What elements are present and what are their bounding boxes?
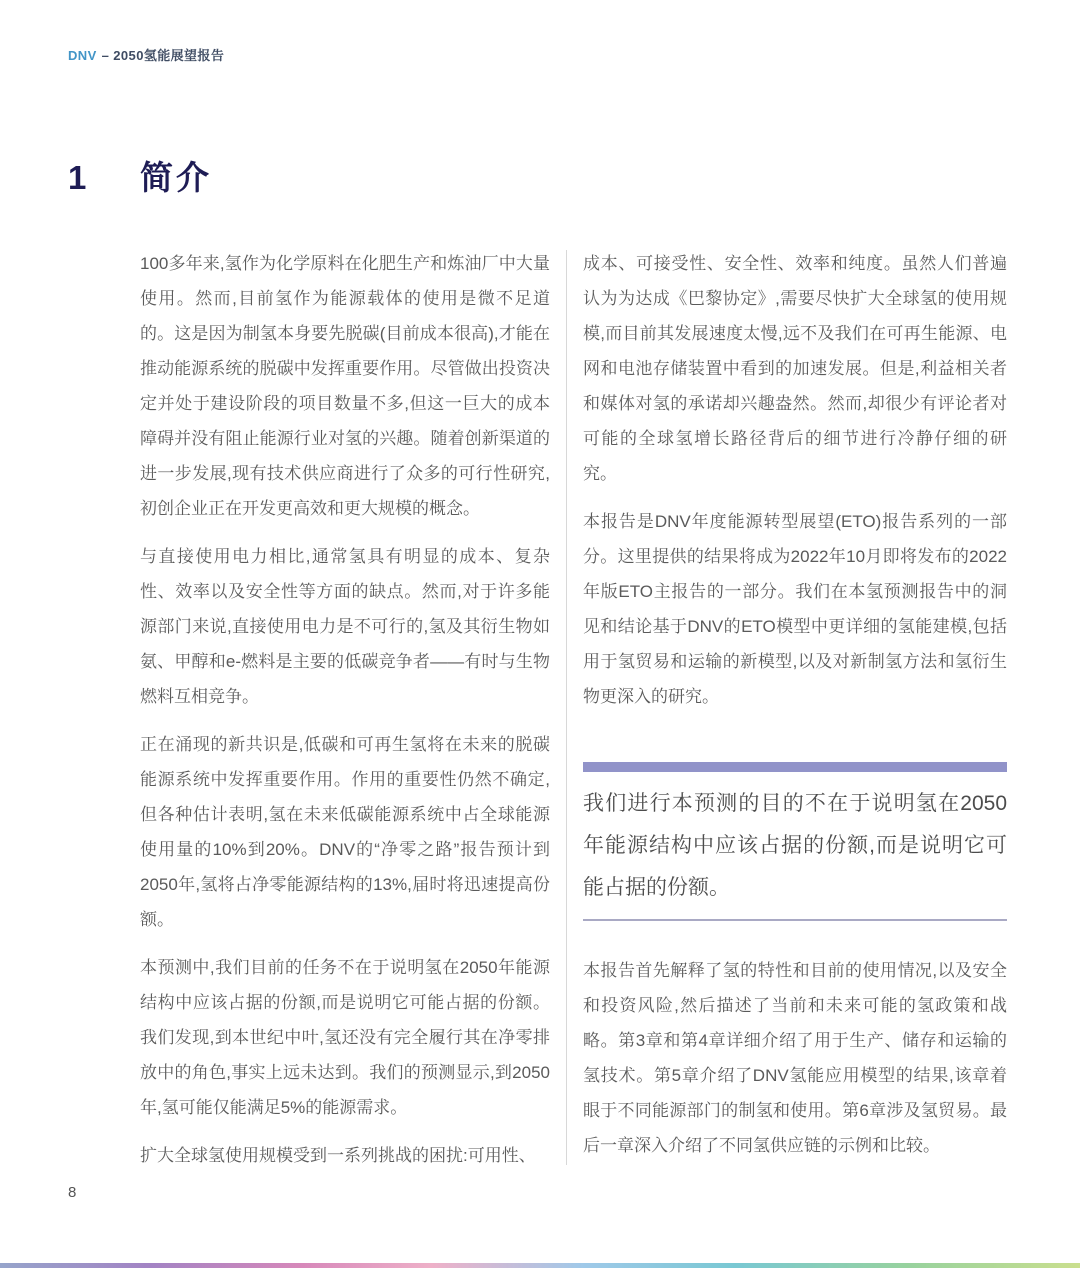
body-paragraph: 本报告首先解释了氢的特性和目前的使用情况,以及安全和投资风险,然后描述了当前和未来可能的氢政策和战略。第3章和第4章详细介绍了用于生产、储存和运输的氢技术。第5章介绍了DNV氢能应用模型的结果,该章着眼于不同能源部门的制氢和使用。第6章涉及氢贸易。最后一章深入介绍了不同氢供应链的示例和比较。 <box>583 961 1007 1155</box>
body-paragraph: 100多年来,氢作为化学原料在化肥生产和炼油厂中大量使用。然而,目前氢作为能源载体的使用是微不足道的。这是因为制氢本身要先脱碳(目前成本很高),才能在推动能源系统的脱碳中发挥重要作用。尽管做出投资决定并处于建设阶段的项目数量不多,但这一巨大的成本障碍并没有阻止能源行业对氢的兴趣。随着创新渠道的进一步发展,现有技术供应商进行了众多的可行性研究,初创企业正在开发更高效和更大规模的概念。 <box>140 254 550 518</box>
report-header <box>68 45 224 64</box>
chapter-title: 简介 <box>140 159 212 196</box>
body-paragraph: 与直接使用电力相比,通常氢具有明显的成本、复杂性、效率以及安全性等方面的缺点。然而,对于许多能源部门来说,直接使用电力是不可行的,氢及其衍生物如氨、甲醇和e-燃料是主要的低碳竞争者——有时与生物燃料互相竞争。 <box>140 547 550 706</box>
page-number: 8 <box>68 1184 77 1201</box>
quote-text: 我们进行本预测的目的不在于说明氢在2050年能源结构中应该占据的份额,而是说明它可能占据的份额。 <box>583 792 1007 899</box>
body-paragraph: 正在涌现的新共识是,低碳和可再生氢将在未来的脱碳能源系统中发挥重要作用。作用的重要性仍然不确定,但各种估计表明,氢在未来低碳能源系统中占全球能源使用量的10%到20%。DNV的“净零之路”报告预计到2050年,氢将占净零能源结构的13%,届时将迅速提高份额。 <box>140 735 550 929</box>
body-paragraph: 扩大全球氢使用规模受到一系列挑战的困扰:可用性、 <box>140 1146 536 1165</box>
footer-gradient-bar <box>0 1263 1080 1268</box>
pull-quote <box>583 762 1007 921</box>
body-paragraph: 成本、可接受性、安全性、效率和纯度。虽然人们普遍认为为达成《巴黎协定》,需要尽快扩大全球氢的使用规模,而目前其发展速度太慢,远不及我们在可再生能源、电网和电池存储装置中看到的加速发展。但是,利益相关者和媒体对氢的承诺却兴趣盎然。然而,却很少有评论者对可能的全球氢增长路径背后的细节进行冷静仔细的研究。 <box>583 254 1007 483</box>
body-paragraph: 本预测中,我们目前的任务不在于说明氢在2050年能源结构中应该占据的份额,而是说明它可能占据的份额。我们发现,到本世纪中叶,氢还没有完全履行其在净零排放中的角色,事实上远未达到。我们的预测显示,到2050年,氢可能仅能满足5%的能源需求。 <box>140 958 550 1117</box>
right-column <box>583 246 1007 1173</box>
report-title-text: – 2050氢能展望报告 <box>101 48 225 63</box>
chapter-heading <box>68 158 212 198</box>
left-column <box>140 246 550 1173</box>
quote-bottom-rule <box>583 919 1007 921</box>
column-divider <box>566 250 567 1165</box>
body-paragraph: 本报告是DNV年度能源转型展望(ETO)报告系列的一部分。这里提供的结果将成为2022年10月即将发布的2022年版ETO主报告的一部分。我们在本氢预测报告中的洞见和结论基于DNV的ETO模型中更详细的氢能建模,包括用于氢贸易和运输的新模型,以及对新制氢方法和氢衍生物更深入的研究。 <box>583 512 1007 706</box>
chapter-number: 1 <box>68 159 87 196</box>
body-columns <box>140 246 1007 1173</box>
quote-accent-bar <box>583 762 1007 772</box>
dnv-brand-text: DNV <box>68 48 97 63</box>
